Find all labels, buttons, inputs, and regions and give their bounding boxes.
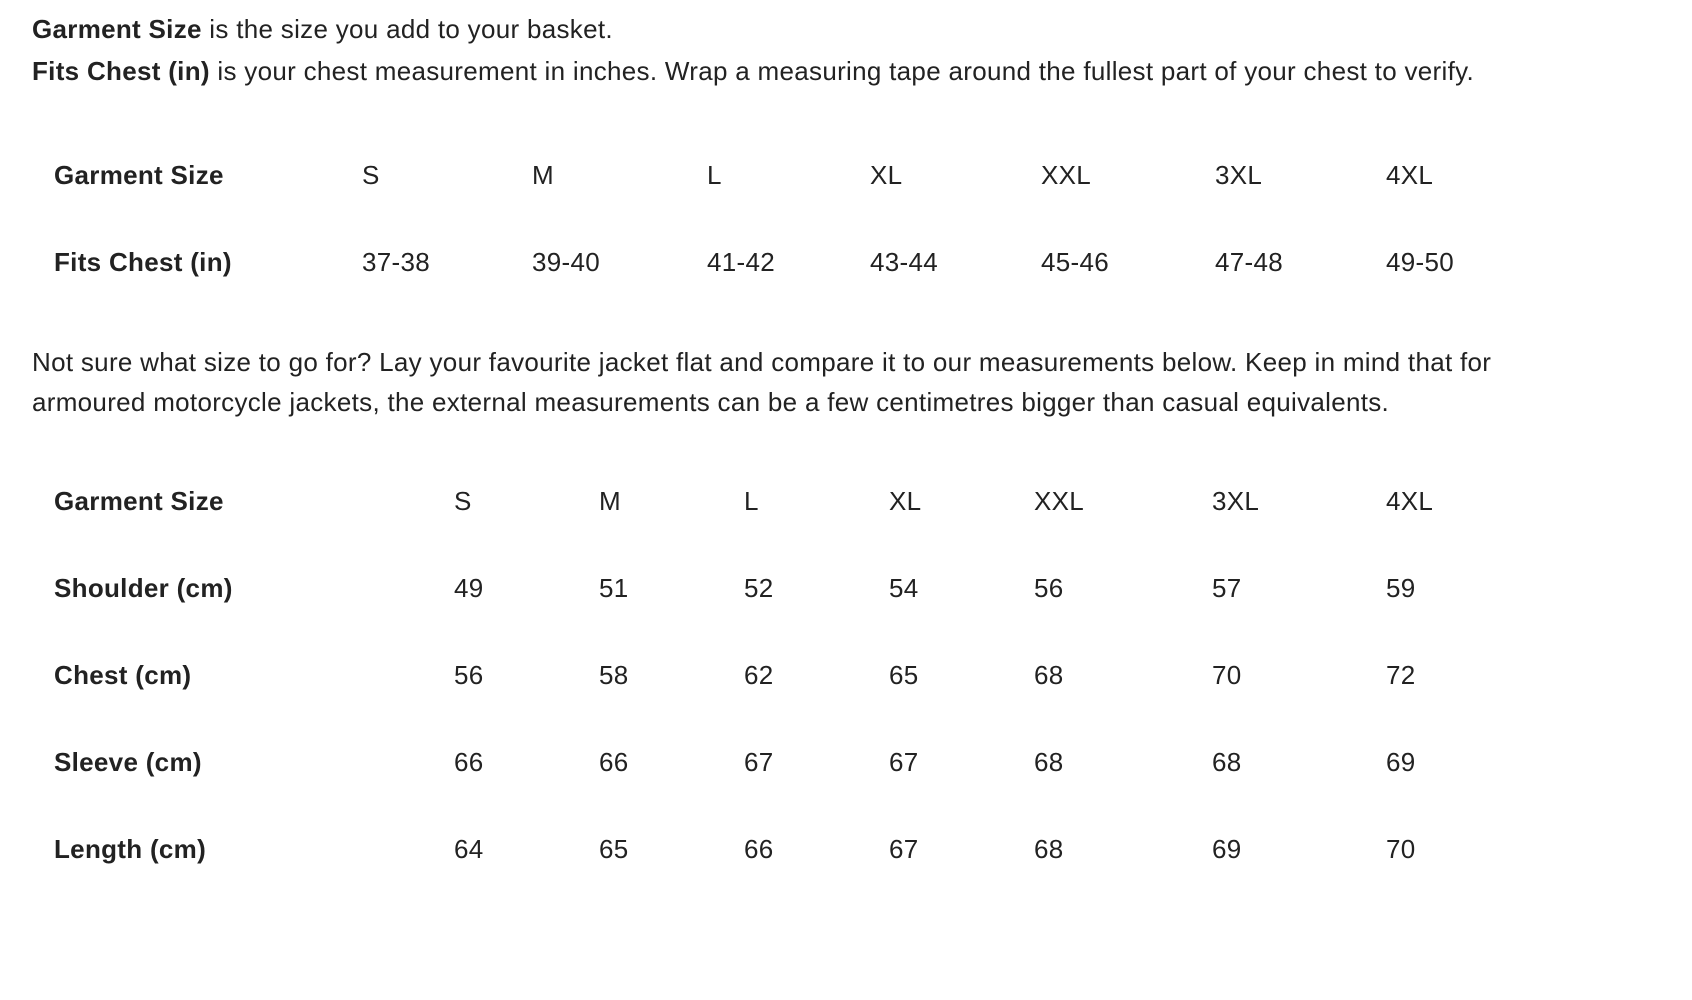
table-row [32, 219, 1536, 306]
table-cell: L [707, 160, 722, 190]
table-cell: 57 [1212, 573, 1242, 603]
garment-size-term: Garment Size [32, 14, 202, 44]
row-label: Chest (cm) [54, 660, 192, 690]
row-label: Garment Size [54, 486, 224, 516]
table-row [32, 132, 1536, 219]
table-cell: 3XL [1215, 160, 1263, 190]
garment-size-definition [32, 8, 1632, 50]
garment-size-description: is the size you add to your basket. [201, 14, 613, 44]
table-cell: 56 [1034, 573, 1064, 603]
table-cell: 69 [1386, 747, 1416, 777]
table-cell: 66 [744, 834, 774, 864]
row-label: Fits Chest (in) [54, 247, 232, 277]
table-cell: 37-38 [362, 247, 430, 277]
row-label: Length (cm) [54, 834, 207, 864]
table-row [32, 632, 1536, 719]
table-cell: 70 [1212, 660, 1242, 690]
table-cell: 49 [454, 573, 484, 603]
row-label: Garment Size [54, 160, 224, 190]
table-cell: 62 [744, 660, 774, 690]
table-cell: 39-40 [532, 247, 600, 277]
table-cell: XL [870, 160, 903, 190]
table-cell: 70 [1386, 834, 1416, 864]
fit-table [32, 132, 1536, 306]
table-cell: 52 [744, 573, 774, 603]
table-cell: 59 [1386, 573, 1416, 603]
table-cell: 64 [454, 834, 484, 864]
table-cell: XXL [1041, 160, 1092, 190]
size-advice-note: Not sure what size to go for? Lay your favourite jacket flat and compare it to our measurements below. Keep in mind that for armoured motorcycle jackets, the external measurements can be a few centimetres bigger than casual equivalents. [32, 347, 1492, 417]
table-cell: 54 [889, 573, 919, 603]
measurement-table [32, 458, 1536, 893]
table-cell: 68 [1212, 747, 1242, 777]
table-cell: XXL [1034, 486, 1085, 516]
table-cell: 51 [599, 573, 629, 603]
table-cell: 66 [599, 747, 629, 777]
table-cell: 68 [1034, 660, 1064, 690]
fits-chest-definition [32, 50, 1632, 92]
table-row [32, 719, 1536, 806]
table-cell: 45-46 [1041, 247, 1109, 277]
table-row [32, 545, 1536, 632]
table-cell: 4XL [1386, 486, 1434, 516]
table-cell: S [454, 486, 472, 516]
table-cell: 65 [599, 834, 629, 864]
table-cell: M [532, 160, 554, 190]
fits-chest-term: Fits Chest (in) [32, 56, 210, 86]
row-label: Sleeve (cm) [54, 747, 202, 777]
size-guide [32, 0, 1632, 893]
table-cell: 41-42 [707, 247, 775, 277]
table-cell: 4XL [1386, 160, 1434, 190]
table-cell: 58 [599, 660, 629, 690]
table-cell: 67 [744, 747, 774, 777]
table-row [32, 806, 1536, 893]
table-cell: 68 [1034, 747, 1064, 777]
table-cell: L [744, 486, 759, 516]
table-cell: 47-48 [1215, 247, 1283, 277]
table-cell: 65 [889, 660, 919, 690]
table-cell: 56 [454, 660, 484, 690]
table-cell: 49-50 [1386, 247, 1454, 277]
table-cell: S [362, 160, 380, 190]
table-cell: 3XL [1212, 486, 1260, 516]
table-cell: 43-44 [870, 247, 938, 277]
size-guide-intro [32, 8, 1632, 92]
table-cell: 66 [454, 747, 484, 777]
table-row [32, 458, 1536, 545]
table-cell: 69 [1212, 834, 1242, 864]
table-cell: 67 [889, 834, 919, 864]
fits-chest-description: is your chest measurement in inches. Wrap a measuring tape around the fullest part of your chest to verify. [209, 56, 1474, 86]
row-label: Shoulder (cm) [54, 573, 233, 603]
table-cell: 67 [889, 747, 919, 777]
table-cell: 72 [1386, 660, 1416, 690]
table-cell: 68 [1034, 834, 1064, 864]
table-cell: M [599, 486, 621, 516]
table-cell: XL [889, 486, 922, 516]
